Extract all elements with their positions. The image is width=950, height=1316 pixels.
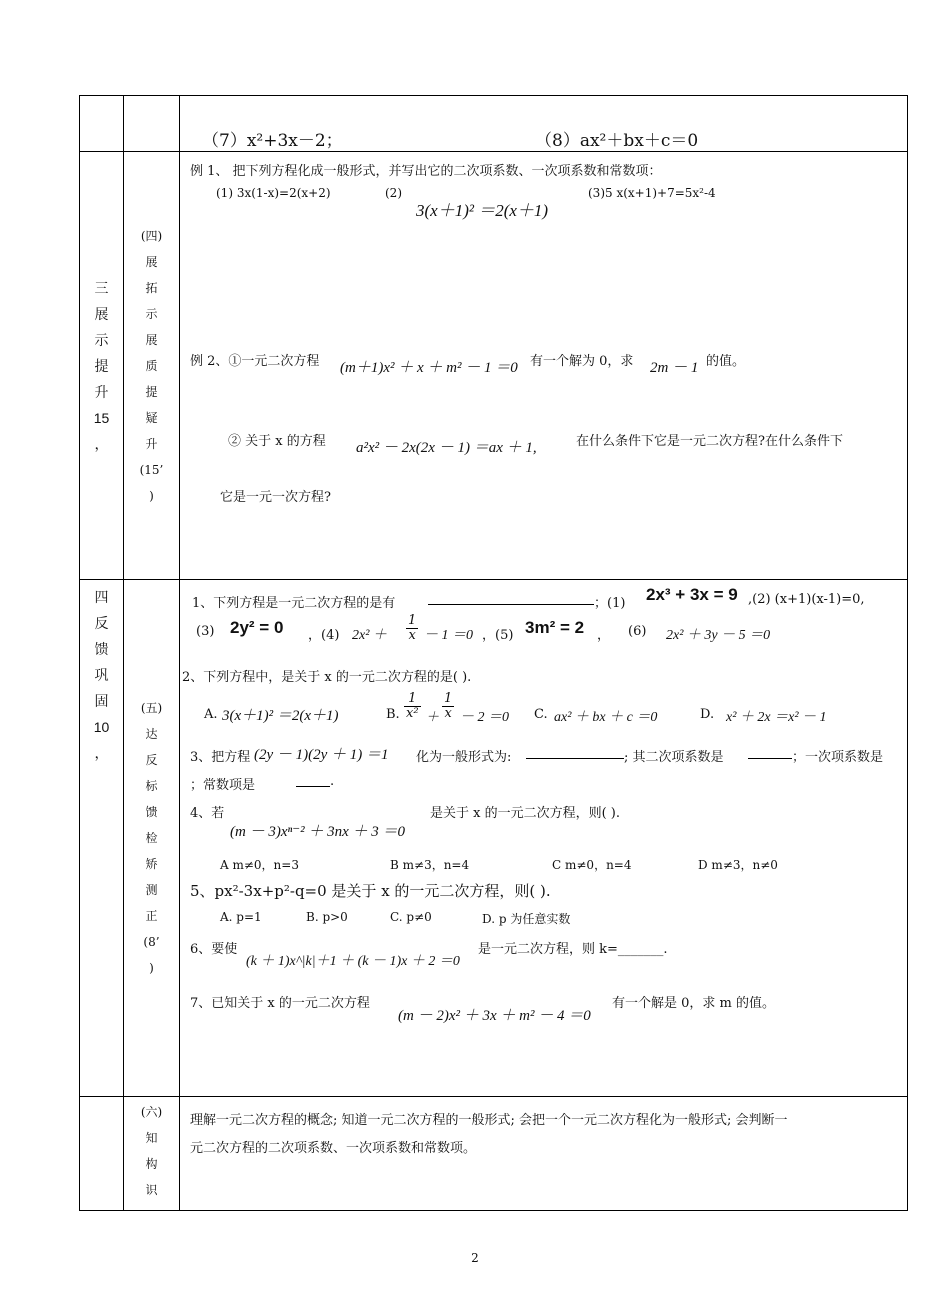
table-row xyxy=(80,152,908,580)
label-char: ， xyxy=(94,745,109,761)
question-7-prefix: 7、已知关于 x 的一元二次方程 xyxy=(190,996,370,1011)
answer-blank xyxy=(748,746,792,759)
answer-blank xyxy=(526,746,624,759)
q3-mid2: ; 其二次项系数是 xyxy=(624,750,724,765)
q2-b-plus: ＋ xyxy=(426,709,440,724)
q2-a: 3(x＋1)² ＝2(x＋1) xyxy=(222,708,339,724)
q1-opt3-label: (3) xyxy=(196,624,215,639)
label-char: 提 xyxy=(145,384,158,399)
label-char: 升 xyxy=(145,436,158,451)
example-2b-prefix: ② 关于 x 的方程 xyxy=(228,434,326,449)
q5-option-d: D. p 为任意实数 xyxy=(482,912,571,926)
lesson-table xyxy=(79,95,908,1211)
question-2: 2、下列方程中，是关于 x 的一元二次方程的是( ). xyxy=(182,670,472,685)
example-2b-line2: 它是一元一次方程? xyxy=(220,490,331,505)
example-1-eq3: (3)5 x(x+1)+7=5x²-4 xyxy=(588,186,716,200)
question-3-prefix: 3、把方程 xyxy=(190,750,251,765)
label-char: 质 xyxy=(145,358,158,373)
q2-b-fraction-2 xyxy=(442,692,454,721)
q4-suffix: 是关于 x 的一元二次方程，则( ). xyxy=(430,806,621,821)
q1-opt6: 2x² ＋ 3y － 5 ＝0 xyxy=(666,628,771,643)
fraction-denominator: x² xyxy=(406,706,419,721)
q3-mid: 化为一般形式为: xyxy=(416,750,512,765)
q1-opt5-sep: ， xyxy=(597,628,611,643)
answer-blank xyxy=(428,592,594,605)
q5-option-b: B. p>0 xyxy=(306,910,348,924)
content-cell xyxy=(180,96,908,152)
label-char: 展 xyxy=(145,332,158,347)
example-2-mid: 有一个解为 0，求 xyxy=(530,354,634,369)
section-label-cell xyxy=(80,580,124,1097)
q3-line2: ；常数项是 xyxy=(190,778,256,793)
label-char: 馈 xyxy=(145,805,158,819)
question-6-prefix: 6、要使 xyxy=(190,942,238,957)
q2-d: x² ＋ 2x ＝x² － 1 xyxy=(726,710,827,725)
q1-opt1: 2x³ + 3x = 9 xyxy=(646,585,738,604)
label-char: 15 xyxy=(93,409,110,426)
label-char: 识 xyxy=(145,1183,158,1197)
sub-label-cell xyxy=(124,580,180,1097)
label-char: (四) xyxy=(140,228,163,243)
example-2-prefix: 例 2、①一元二次方程 xyxy=(190,354,320,369)
label-char: (六) xyxy=(140,1105,163,1119)
label-char: 反 xyxy=(94,615,109,631)
label-char: 构 xyxy=(145,1157,158,1171)
summary-line-2: 元二次方程的二次项系数、一次项系数和常数项。 xyxy=(190,1141,477,1156)
example-2-expr: 2m － 1 xyxy=(650,360,699,376)
label-char: 展 xyxy=(94,305,109,322)
label-char: (五) xyxy=(140,701,163,715)
label-char: 展 xyxy=(145,254,158,269)
label-char: 正 xyxy=(145,909,158,923)
q2-a-label: A. xyxy=(204,707,218,722)
label-char: 提 xyxy=(94,357,109,374)
item-7: （7）x²+3x－2； xyxy=(202,131,343,151)
q7-suffix: 有一个解是 0，求 m 的值。 xyxy=(612,996,775,1011)
q4-option-b: B m≠3，n=4 xyxy=(390,858,470,872)
page-number: 2 xyxy=(471,1251,479,1265)
q1-opt4-label: ，(4) xyxy=(308,628,340,643)
q7-equation: (m － 2)x² ＋ 3x ＋ m² － 4 ＝0 xyxy=(398,1008,591,1024)
example-1-eq1: (1) 3x(1-x)=2(x+2) xyxy=(216,186,331,200)
label-char: 10 xyxy=(93,719,110,735)
q3-equation: (2y － 1)(2y ＋ 1) ＝1 xyxy=(254,747,389,763)
label-char: 反 xyxy=(145,753,158,767)
q6-equation: (k ＋ 1)x^|k|＋1 ＋ (k － 1)x ＋ 2 ＝0 xyxy=(246,954,460,969)
q1-opt5: 3m² = 2 xyxy=(525,618,585,637)
cell-empty xyxy=(80,96,124,152)
sub-label xyxy=(124,223,179,509)
table-row xyxy=(80,96,908,152)
label-char: 固 xyxy=(94,693,109,709)
section-label-cell xyxy=(80,152,124,580)
section-label xyxy=(80,275,123,457)
q2-b-rest: － 2 ＝0 xyxy=(460,710,509,725)
table-row xyxy=(80,1097,908,1211)
label-char: 三 xyxy=(94,279,109,296)
example-1-eq2-label: (2) xyxy=(385,186,402,200)
q4-option-a: A m≠0，n=3 xyxy=(220,858,299,872)
example-2-equation: (m＋1)x² ＋ x ＋ m² － 1 ＝0 xyxy=(340,360,518,376)
label-char: ， xyxy=(94,435,109,452)
label-char: (15’ xyxy=(139,462,164,477)
q2-c: ax² ＋ bx ＋ c ＝0 xyxy=(554,710,658,725)
label-char: 馈 xyxy=(94,641,109,657)
question-1-prefix: 1、下列方程是一元二次方程的是有 xyxy=(192,596,396,611)
q4-option-c: C m≠0，n=4 xyxy=(552,858,632,872)
example-1-eq2: 3(x＋1)² ＝2(x＋1) xyxy=(416,201,549,220)
label-char: 拓 xyxy=(145,280,158,295)
q3-end: ；一次项系数是 xyxy=(792,750,884,765)
q2-d-label: D. xyxy=(700,707,715,722)
fraction-numerator: 1 xyxy=(404,692,421,707)
q3-line2-end: . xyxy=(330,774,335,789)
q1-opt2: ,(2) (x+1)(x-1)=0, xyxy=(748,592,865,607)
label-char: 达 xyxy=(145,727,158,741)
q1-opt6-label: (6) xyxy=(628,624,647,639)
q2-b-fraction-1 xyxy=(404,692,421,721)
q1-opt4-a: 2x² ＋ xyxy=(352,628,387,643)
question-5: 5、px²-3x+p²-q=0 是关于 x 的一元二次方程，则( ). xyxy=(190,882,551,900)
sub-label xyxy=(124,695,179,981)
q1-opt4-fraction xyxy=(406,614,418,643)
summary-line-1: 理解一元二次方程的概念; 知道一元二次方程的一般形式; 会把一个一元二次方程化为一般形式; 会判断一 xyxy=(190,1113,788,1128)
label-char: 示 xyxy=(145,306,158,321)
example-1-title: 例 1、 把下列方程化成一般形式，并写出它的二次项系数、一次项系数和常数项： xyxy=(190,164,662,179)
section-label xyxy=(80,584,123,766)
content-cell xyxy=(180,580,908,1097)
q1-opt3: 2y² = 0 xyxy=(230,618,284,637)
fraction-denominator: x xyxy=(444,706,452,721)
item-8: （8）ax²＋bx＋c＝0 xyxy=(535,131,699,151)
answer-blank xyxy=(296,774,330,787)
label-char: 标 xyxy=(145,779,158,793)
label-char: 检 xyxy=(145,831,158,845)
content-cell xyxy=(180,1097,908,1211)
label-char: 矫 xyxy=(145,857,158,871)
content-cell xyxy=(180,152,908,580)
example-2-suffix: 的值。 xyxy=(706,354,746,369)
q2-b-label: B. xyxy=(386,707,400,722)
label-char: 巩 xyxy=(94,667,109,683)
label-char: ) xyxy=(149,488,154,503)
label-char: ) xyxy=(149,961,154,975)
example-2b-equation: a²x² － 2x(2x － 1) ＝ax ＋ 1, xyxy=(356,440,537,456)
question-4-prefix: 4、若 xyxy=(190,806,225,821)
q1-opt1-label: ；(1) xyxy=(594,596,626,611)
label-char: 四 xyxy=(94,589,109,605)
fraction-numerator: 1 xyxy=(444,691,453,706)
q1-opt4-b: － 1 ＝0 xyxy=(424,628,473,643)
label-char: 升 xyxy=(94,383,109,400)
fraction-denominator: x xyxy=(408,628,416,643)
example-2b-suffix: 在什么条件下它是一元二次方程?在什么条件下 xyxy=(576,434,843,449)
label-char: 测 xyxy=(145,883,158,897)
q2-c-label: C. xyxy=(534,707,548,722)
q6-suffix: 是一元二次方程，则 k=_______. xyxy=(478,942,668,957)
q4-option-d: D m≠3，n≠0 xyxy=(698,858,778,872)
q5-option-c: C. p≠0 xyxy=(390,910,432,924)
fraction-numerator: 1 xyxy=(408,613,417,628)
cell-empty xyxy=(80,1097,124,1211)
q5-option-a: A. p=1 xyxy=(220,910,262,924)
label-char: 示 xyxy=(94,331,109,348)
sub-label-cell xyxy=(124,1097,180,1211)
label-char: 疑 xyxy=(145,410,158,425)
sub-label xyxy=(124,1099,179,1203)
label-char: 知 xyxy=(145,1131,158,1145)
table-row xyxy=(80,580,908,1097)
label-char: (8’ xyxy=(143,935,160,949)
cell-empty xyxy=(124,96,180,152)
sub-label-cell xyxy=(124,152,180,580)
q1-opt5-label: ，(5) xyxy=(482,628,514,643)
q4-equation: (m － 3)xⁿ⁻² ＋ 3nx ＋ 3 ＝0 xyxy=(230,824,406,840)
